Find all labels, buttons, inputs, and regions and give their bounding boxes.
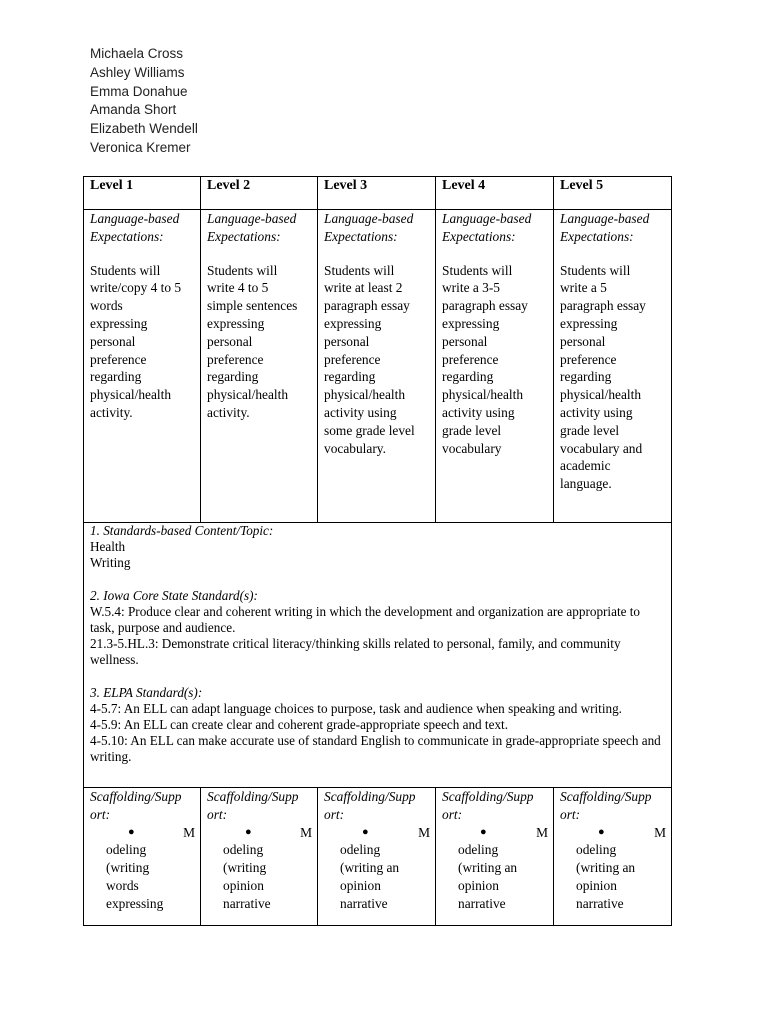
expectations-line: preference bbox=[90, 351, 147, 367]
scaffolding-bullet bbox=[90, 824, 195, 842]
level-header-cell: Level 2 bbox=[201, 177, 318, 210]
expectations-line: Students will bbox=[90, 262, 161, 278]
expectations-line: activity using bbox=[324, 404, 397, 420]
scaffolding-line: odeling bbox=[106, 842, 147, 858]
expectations-line: words bbox=[90, 298, 123, 314]
level-header-cell: Level 5 bbox=[554, 177, 672, 210]
expectations-line: preference bbox=[560, 351, 617, 367]
scaffolding-line: (writing bbox=[106, 860, 150, 876]
expectations-line: academic bbox=[560, 458, 611, 474]
author-list bbox=[90, 45, 198, 158]
iowa-standard-item: 21.3-5.HL.3: Demonstrate critical literacy/thinking skills related to personal, family, and community wellness. bbox=[90, 636, 621, 668]
scaffolding-line: odeling bbox=[458, 842, 499, 858]
author-name: Michaela Cross bbox=[90, 46, 184, 61]
expectations-text bbox=[560, 262, 666, 493]
expectations-line: physical/health bbox=[442, 387, 524, 403]
bullet-dot-icon: ● bbox=[245, 825, 252, 838]
expectations-line: write/copy 4 to 5 bbox=[90, 280, 182, 296]
expectations-title: Language-based Expectations: bbox=[442, 211, 532, 244]
expectations-line: language. bbox=[560, 476, 612, 492]
scaffolding-title-line: Scaffolding/Supp bbox=[324, 789, 416, 804]
expectations-line: personal bbox=[207, 333, 253, 349]
elpa-standard-item: 4-5.7: An ELL can adapt language choices to purpose, task and audience when speaking and writing. bbox=[90, 700, 622, 716]
expectations-line: personal bbox=[324, 333, 370, 349]
expectations-line: preference bbox=[324, 351, 381, 367]
expectations-line: regarding bbox=[207, 369, 259, 385]
expectations-line: physical/health bbox=[324, 387, 406, 403]
expectations-line: preference bbox=[442, 351, 499, 367]
scaffolding-line: narrative bbox=[340, 895, 388, 911]
author-name: Emma Donahue bbox=[90, 83, 188, 99]
expectations-text bbox=[90, 262, 195, 422]
author-name: Ashley Williams bbox=[90, 64, 185, 80]
expectations-line: paragraph essay bbox=[324, 298, 410, 314]
bullet-dot-icon: ● bbox=[598, 825, 605, 838]
scaffolding-title-line: ort: bbox=[442, 806, 463, 822]
expectations-line: preference bbox=[207, 351, 264, 367]
expectations-line: Students will bbox=[442, 262, 513, 278]
expectations-line: personal bbox=[560, 333, 606, 349]
scaffolding-title-line: ort: bbox=[90, 806, 111, 822]
expectations-line: personal bbox=[442, 333, 488, 349]
scaffolding-title bbox=[442, 788, 548, 824]
expectations-line: grade level bbox=[560, 422, 620, 438]
scaffolding-bullet-start: M bbox=[536, 824, 548, 840]
expectations-text bbox=[207, 262, 312, 422]
expectations-line: paragraph essay bbox=[442, 298, 528, 314]
expectations-line: Students will bbox=[324, 262, 395, 278]
expectations-line: expressing bbox=[442, 315, 500, 331]
expectations-cell bbox=[554, 210, 672, 523]
scaffolding-title-line: Scaffolding/Supp bbox=[207, 789, 299, 804]
scaffolding-line: opinion bbox=[576, 877, 617, 893]
scaffolding-bullet bbox=[207, 824, 312, 842]
expectations-line: physical/health bbox=[207, 387, 289, 403]
expectations-line: activity using bbox=[442, 404, 515, 420]
scaffolding-line: opinion bbox=[223, 877, 264, 893]
scaffolding-title-line: Scaffolding/Supp bbox=[442, 789, 534, 804]
expectations-cell bbox=[201, 210, 318, 523]
scaffolding-line: opinion bbox=[458, 877, 499, 893]
expectations-line: personal bbox=[90, 333, 136, 349]
bullet-dot-icon: ● bbox=[362, 825, 369, 838]
scaffolding-title bbox=[207, 788, 312, 824]
expectations-line: expressing bbox=[90, 315, 148, 331]
expectations-title: Language-based Expectations: bbox=[560, 211, 650, 244]
elpa-standard-item: 4-5.9: An ELL can create clear and coherent grade-appropriate speech and text. bbox=[90, 717, 509, 733]
iowa-standards-heading: 2. Iowa Core State Standard(s): bbox=[90, 587, 258, 603]
expectations-line: expressing bbox=[324, 315, 382, 331]
expectations-line: regarding bbox=[90, 369, 142, 385]
scaffolding-title-line: Scaffolding/Supp bbox=[90, 789, 182, 804]
expectations-line: write 4 to 5 bbox=[207, 280, 269, 296]
scaffolding-cell bbox=[201, 788, 318, 926]
scaffolding-cell bbox=[554, 788, 672, 926]
expectations-line: physical/health bbox=[90, 387, 172, 403]
author-name: Elizabeth Wendell bbox=[90, 121, 198, 137]
content-topic-heading: 1. Standards-based Content/Topic: bbox=[90, 523, 274, 538]
scaffolding-bullet-start: M bbox=[654, 824, 666, 840]
scaffolding-line: odeling bbox=[576, 842, 617, 858]
expectations-line: vocabulary. bbox=[324, 440, 386, 456]
expectations-cell bbox=[318, 210, 436, 523]
scaffolding-title-line: ort: bbox=[560, 806, 581, 822]
scaffolding-line: odeling bbox=[223, 842, 264, 858]
scaffolding-bullet-start: M bbox=[418, 824, 430, 840]
scaffolding-line: (writing an bbox=[340, 860, 400, 876]
content-topic-item: Health bbox=[90, 539, 126, 555]
scaffolding-line: narrative bbox=[223, 895, 271, 911]
expectations-cell bbox=[84, 210, 201, 523]
level-header-cell: Level 1 bbox=[84, 177, 201, 210]
scaffolding-title bbox=[324, 788, 430, 824]
expectations-line: write a 3-5 bbox=[442, 280, 501, 296]
standards-cell bbox=[84, 523, 672, 788]
scaffolding-bullet-start: M bbox=[300, 824, 312, 840]
expectations-cell bbox=[436, 210, 554, 523]
scaffolding-line: (writing an bbox=[576, 860, 636, 876]
level-header-cell: Level 4 bbox=[436, 177, 554, 210]
expectations-line: expressing bbox=[207, 315, 265, 331]
expectations-line: paragraph essay bbox=[560, 298, 646, 314]
elpa-standards-heading: 3. ELPA Standard(s): bbox=[90, 684, 203, 700]
level-header-row bbox=[84, 177, 672, 210]
scaffolding-bullet bbox=[442, 824, 548, 842]
scaffolding-line: expressing bbox=[106, 895, 164, 911]
expectations-line: write at least 2 bbox=[324, 280, 403, 296]
expectations-line: regarding bbox=[324, 369, 376, 385]
scaffolding-title-line: Scaffolding/Supp bbox=[560, 789, 652, 804]
expectations-line: activity. bbox=[207, 404, 250, 420]
bullet-dot-icon: ● bbox=[128, 825, 135, 838]
expectations-title: Language-based Expectations: bbox=[207, 211, 297, 244]
expectations-text bbox=[442, 262, 548, 458]
standards-row bbox=[84, 523, 672, 788]
expectations-row bbox=[84, 210, 672, 523]
scaffolding-line: odeling bbox=[340, 842, 381, 858]
scaffolding-title bbox=[560, 788, 666, 824]
scaffolding-line: words bbox=[106, 877, 139, 893]
expectations-line: Students will bbox=[560, 262, 631, 278]
expectations-line: vocabulary and bbox=[560, 440, 643, 456]
author-name: Amanda Short bbox=[90, 102, 177, 118]
expectations-text bbox=[324, 262, 430, 458]
scaffolding-line: (writing bbox=[223, 860, 267, 876]
expectations-line: write a 5 bbox=[560, 280, 607, 296]
expectations-line: regarding bbox=[442, 369, 494, 385]
scaffolding-row bbox=[84, 788, 672, 926]
expectations-line: Students will bbox=[207, 262, 278, 278]
scaffolding-title bbox=[90, 788, 195, 824]
bullet-dot-icon: ● bbox=[480, 825, 487, 838]
expectations-line: vocabulary bbox=[442, 440, 502, 456]
expectations-line: simple sentences bbox=[207, 298, 298, 314]
scaffolding-title-line: ort: bbox=[207, 806, 228, 822]
elpa-standard-item: 4-5.10: An ELL can make accurate use of standard English to communicate in grade-appropriate speech and writing. bbox=[90, 733, 661, 765]
expectations-line: regarding bbox=[560, 369, 612, 385]
scaffolding-bullet bbox=[324, 824, 430, 842]
level-header-cell: Level 3 bbox=[318, 177, 436, 210]
expectations-line: activity using bbox=[560, 404, 633, 420]
content-topic-item: Writing bbox=[90, 555, 131, 571]
expectations-line: expressing bbox=[560, 315, 618, 331]
expectations-line: some grade level bbox=[324, 422, 415, 438]
scaffolding-title-line: ort: bbox=[324, 806, 345, 822]
scaffolding-cell bbox=[84, 788, 201, 926]
scaffolding-bullet-start: M bbox=[183, 824, 195, 840]
expectations-line: activity. bbox=[90, 404, 133, 420]
author-name: Veronica Kremer bbox=[90, 139, 191, 155]
expectations-title: Language-based Expectations: bbox=[324, 211, 414, 244]
level-rubric-table bbox=[83, 176, 672, 926]
scaffolding-bullet bbox=[560, 824, 666, 842]
iowa-standard-item: W.5.4: Produce clear and coherent writing in which the development and organization are appropriate to task, purpose and audience. bbox=[90, 603, 641, 636]
expectations-title: Language-based Expectations: bbox=[90, 211, 180, 244]
expectations-line: physical/health bbox=[560, 387, 642, 403]
scaffolding-cell bbox=[318, 788, 436, 926]
scaffolding-line: opinion bbox=[340, 877, 381, 893]
scaffolding-line: narrative bbox=[576, 895, 624, 911]
scaffolding-line: narrative bbox=[458, 895, 506, 911]
expectations-line: grade level bbox=[442, 422, 502, 438]
scaffolding-cell bbox=[436, 788, 554, 926]
scaffolding-line: (writing an bbox=[458, 860, 518, 876]
